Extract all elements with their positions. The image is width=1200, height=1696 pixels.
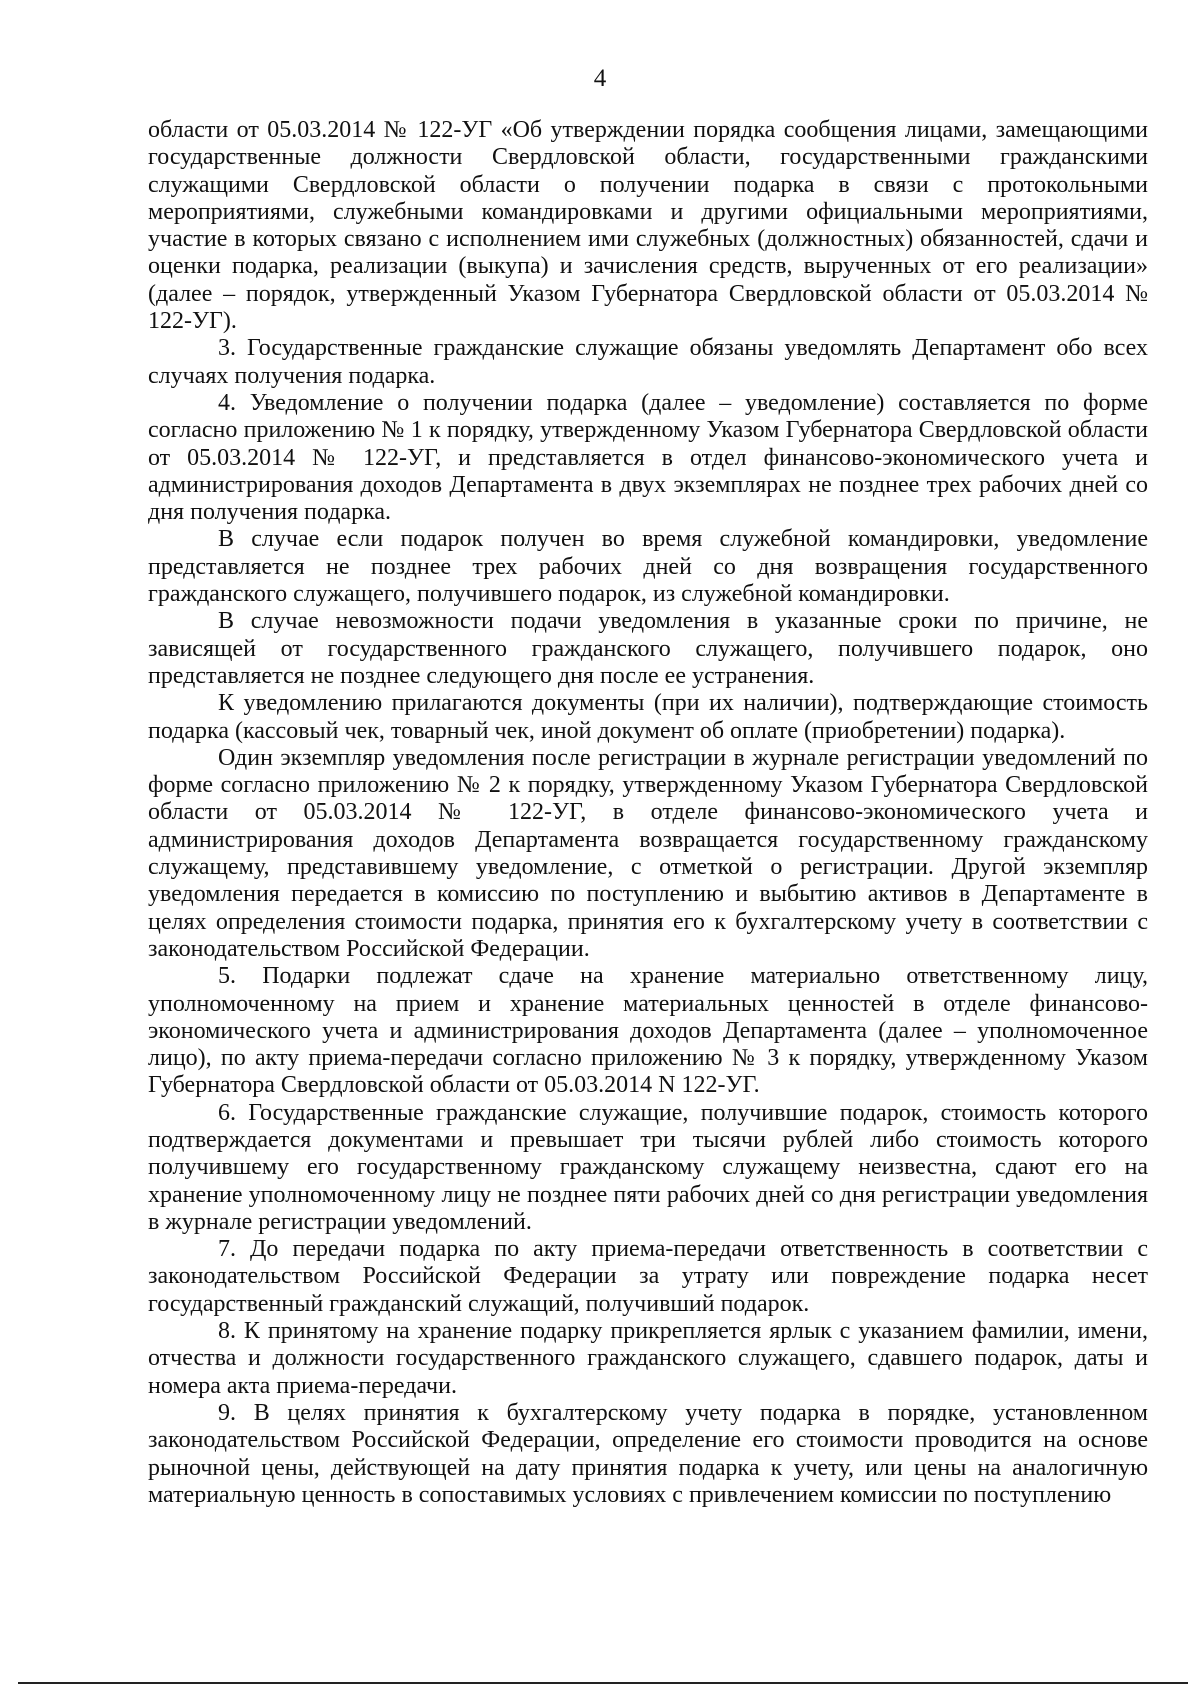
document-body xyxy=(148,117,1148,1509)
page-number: 4 xyxy=(593,65,607,92)
paragraph-item-9: 9. В целях принятия к бухгалтерскому учету подарка в порядке, установленном законодательством Российской Федерации, определение его стоимости проводится на основе рыночной цены, действующей на дату принятия подарка к учету, или цены на аналогичную материальную ценность в сопоставимых условиях с привлечением комиссии по поступлению xyxy=(148,1399,1148,1508)
paragraph-item-8: 8. К принятому на хранение подарку прикрепляется ярлык с указанием фамилии, имени, отчества и должности государственного гражданского служащего, сдавшего подарок, даты и номера акта приема-передачи. xyxy=(148,1318,1148,1399)
paragraph-attachments: К уведомлению прилагаются документы (при их наличии), подтверждающие стоимость подарка (кассовый чек, товарный чек, иной документ об оплате (приобретении) подарка). xyxy=(148,690,1148,744)
paragraph-item-7: 7. До передачи подарка по акту приема-передачи ответственность в соответствии с законодательством Российской Федерации за утрату или повреждение подарка несет государственный гражданский служащий, получивший подарок. xyxy=(148,1236,1148,1317)
paragraph-registration: Один экземпляр уведомления после регистрации в журнале регистрации уведомлений по форме согласно приложению № 2 к порядку, утвержденному Указом Губернатора Свердловской области от 05.03.2014 № 122-УГ, в отделе финансово-экономического учета и администрирования доходов Департамента возвращается государственному гражданскому служащему, представившему уведомление, с отметкой о регистрации. Другой экземпляр уведомления передается в комиссию по поступлению и выбытию активов в Департаменте в целях определения стоимости подарка, принятия его к бухгалтерскому учету в соответствии с законодательством Российской Федерации. xyxy=(148,744,1148,962)
paragraph-item-6: 6. Государственные гражданские служащие, получившие подарок, стоимость которого подтверждается документами и превышает три тысячи рублей либо стоимость которого получившему его государственному гражданскому служащему неизвестна, сдают его на хранение уполномоченному лицу не позднее пяти рабочих дней со дня регистрации уведомления в журнале регистрации уведомлений. xyxy=(148,1099,1148,1235)
paragraph-item-3: 3. Государственные гражданские служащие обязаны уведомлять Департамент обо всех случаях получения подарка. xyxy=(148,335,1148,389)
paragraph-item-4: 4. Уведомление о получении подарка (далее – уведомление) составляется по форме согласно приложению № 1 к порядку, утвержденному Указом Губернатора Свердловской области от 05.03.2014 № 122-УГ, и представляется в отдел финансово-экономического учета и администрирования доходов Департамента в двух экземплярах не позднее трех рабочих дней со дня получения подарка. xyxy=(148,389,1148,526)
paragraph-business-trip: В случае если подарок получен во время служебной командировки, уведомление представляется не позднее трех рабочих дней со дня возвращения государственного гражданского служащего, получившего подарок, из служебной командировки. xyxy=(148,526,1148,608)
paragraph-impossibility: В случае невозможности подачи уведомления в указанные сроки по причине, не зависящей от государственного гражданского служащего, получившего подарок, оно представляется не позднее следующего дня после ее устранения. xyxy=(148,608,1148,689)
paragraph-item-5: 5. Подарки подлежат сдаче на хранение материально ответственному лицу, уполномоченному на прием и хранение материальных ценностей в отделе финансово-экономического учета и администрирования доходов Департамента (далее – уполномоченное лицо), по акту приема-передачи согласно приложению № 3 к порядку, утвержденному Указом Губернатора Свердловской области от 05.03.2014 N 122-УГ. xyxy=(148,963,1148,1099)
paragraph-continuation: области от 05.03.2014 № 122-УГ «Об утверждении порядка сообщения лицами, замещающими государственные должности Свердловской области, государственными гражданскими служащими Свердловской области о получении подарка в связи с протокольными мероприятиями, служебными командировками и другими официальными мероприятиями, участие в которых связано с исполнением ими служебных (должностных) обязанностей, сдачи и оценки подарка, реализации (выкупа) и зачисления средств, вырученных от его реализации» (далее – порядок, утвержденный Указом Губернатора Свердловской области от 05.03.2014 № 122-УГ). xyxy=(148,117,1148,335)
page-bottom-rule xyxy=(18,1682,1188,1684)
